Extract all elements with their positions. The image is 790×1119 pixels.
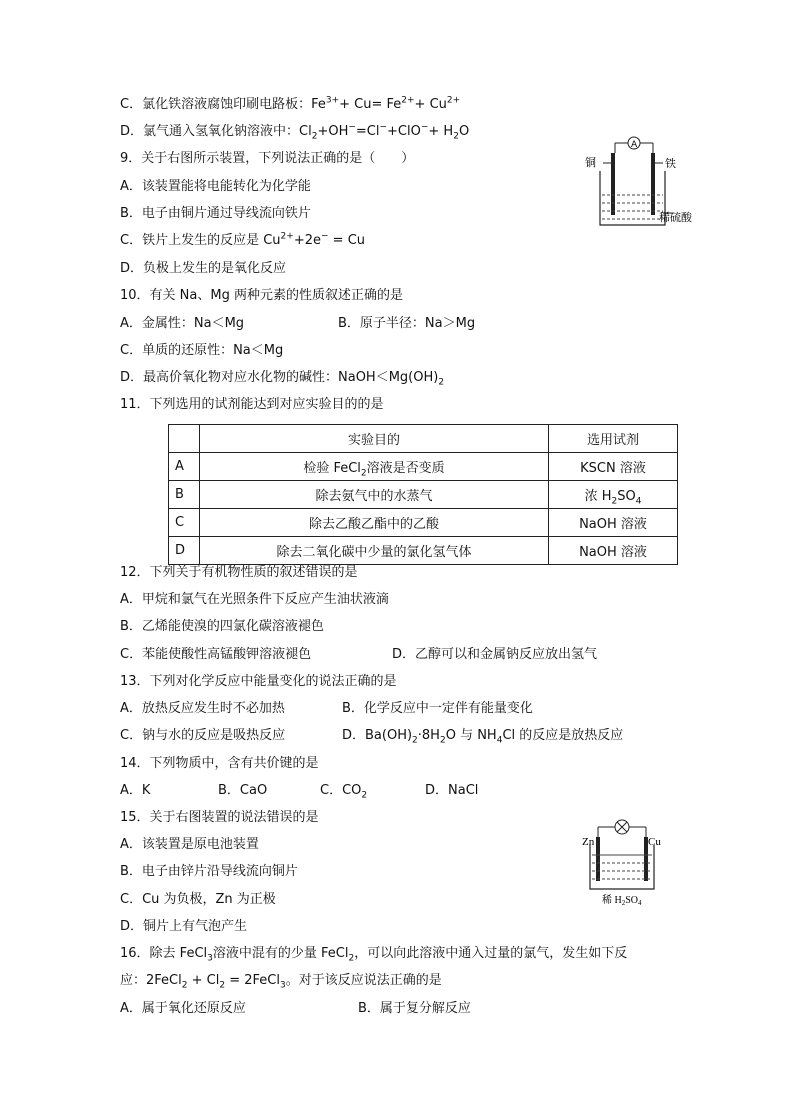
svg-text:Zn: Zn [582,836,595,848]
svg-text:稀硫酸: 稀硫酸 [659,211,692,224]
row-reagent: 浓 $H_2SO_4$ [549,481,678,509]
iron-electrode [651,153,655,215]
row-label: B [169,481,200,509]
svg-text:A: A [631,140,638,150]
svg-text:铁: 铁 [665,157,676,170]
table-header-row [169,425,678,453]
table-row [169,509,678,537]
q9-option-c: C．铁片上发生的反应是 $Cu^{2+}+2e^- = Cu$ [120,231,366,248]
copper-electrode [611,153,615,215]
table-row [169,453,678,481]
zn-cu-cell-figure [578,815,668,907]
q15-option-c: C．Cu 为负极，Zn 为正极 [120,892,276,907]
q9-stem: 9．关于右图所示装置，下列说法正确的是（ ） [120,151,415,166]
q16-stem-line2: 应：2FeCl$_2$ + $Cl_2$ = 2FeCl$_3$。对于该反应说法正确的是 [120,973,442,991]
row-goal: 检验 FeCl$_2$溶液是否变质 [200,453,549,481]
q9-option-d: D．负极上发生的是氧化反应 [120,261,287,276]
q13-option-c: C．钠与水的反应是吸热反应 [120,728,286,743]
q8-option-d: D．氯气通入氢氧化钠溶液中：$Cl_2+OH^-=Cl^-+ClO^-+ H_2O$ [120,122,470,142]
q16-option-b: B．属于复分解反应 [358,1001,471,1016]
q13-stem: 13．下列对化学反应中能量变化的说法正确的是 [120,674,397,689]
q13-option-d: D．$Ba(OH)_2\cdot 8H_2O$ 与 $NH_4Cl$ 的反应是放热反应 [342,728,624,746]
svg-text:铜: 铜 [585,156,596,169]
q15-option-b: B．电子由锌片沿导线流向铜片 [120,864,298,879]
q12-option-a: A．甲烷和氯气在光照条件下反应产生油状液滴 [120,592,389,607]
q12-option-c: C．苯能使酸性高锰酸钾溶液褪色 [120,647,312,662]
q14-stem: 14．下列物质中，含有共价键的是 [120,756,319,771]
q13-option-a: A．放热反应发生时不必加热 [120,701,285,716]
row-reagent: NaOH 溶液 [549,509,678,537]
svg-text:Cu: Cu [648,836,661,848]
q12-stem: 12．下列关于有机物性质的叙述错误的是 [120,565,358,580]
q10-option-a: A．金属性：Na＜Mg [120,316,245,331]
row-reagent: KSCN 溶液 [549,453,678,481]
q11-table [168,424,678,565]
q9-option-b: B．电子由铜片通过导线流向铁片 [120,206,311,221]
q8-option-c: C．氯化铁溶液腐蚀印刷电路板：$Fe^{3+}+ Cu= Fe^{2+}+ Cu^{2+}$ [120,95,461,112]
cu-fe-cell-figure [585,133,695,233]
q15-option-d: D．铜片上有气泡产生 [120,919,248,934]
q16-stem-line1: 16．除去 FeCl$_3$溶液中混有的少量 FeCl$_2$，可以向此溶液中通入过量的氯气，发生如下反 [120,946,628,964]
q14-option-d: D．NaCl [425,783,479,798]
q12-option-b: B．乙烯能使溴的四氯化碳溶液褪色 [120,619,324,634]
q10-option-c: C．单质的还原性：Na＜Mg [120,343,284,358]
q10-stem: 10．有关 Na、Mg 两种元素的性质叙述正确的是 [120,288,403,303]
row-goal: 除去氨气中的水蒸气 [200,481,549,509]
q10-option-b: B．原子半径：Na＞Mg [338,316,476,331]
q14-option-b: B．CaO [218,783,268,798]
row-label: A [169,453,200,481]
zinc-electrode [596,837,600,881]
svg-text:稀 H2SO4: 稀 $H_2SO_4$ [602,895,642,907]
q13-option-b: B．化学反应中一定伴有能量变化 [342,701,533,716]
beaker-shape [600,171,665,225]
q14-option-a: A．K [120,783,151,798]
table-header-cell [169,425,200,453]
row-goal: 除去二氧化碳中少量的氯化氢气体 [200,537,549,565]
q14-option-c: C．$CO_2$ [320,783,368,801]
q10-option-d: D．最高价氧化物对应水化物的碱性：$NaOH<Mg(OH)_2$ [120,370,445,388]
row-label: D [169,537,200,565]
q11-stem: 11．下列选用的试剂能达到对应实验目的的是 [120,397,384,412]
q9-option-a: A．该装置能将电能转化为化学能 [120,179,311,194]
table-row [169,481,678,509]
q12-option-d: D．乙醇可以和金属钠反应放出氢气 [392,647,598,662]
row-goal: 除去乙酸乙酯中的乙酸 [200,509,549,537]
q15-stem: 15．关于右图装置的说法错误的是 [120,810,319,825]
table-row [169,537,678,565]
q15-option-a: A．该装置是原电池装置 [120,837,259,852]
row-label: C [169,509,200,537]
table-header-cell: 选用试剂 [549,425,678,453]
row-reagent: NaOH 溶液 [549,537,678,565]
q16-option-a: A．属于氧化还原反应 [120,1001,246,1016]
table-header-cell: 实验目的 [200,425,549,453]
